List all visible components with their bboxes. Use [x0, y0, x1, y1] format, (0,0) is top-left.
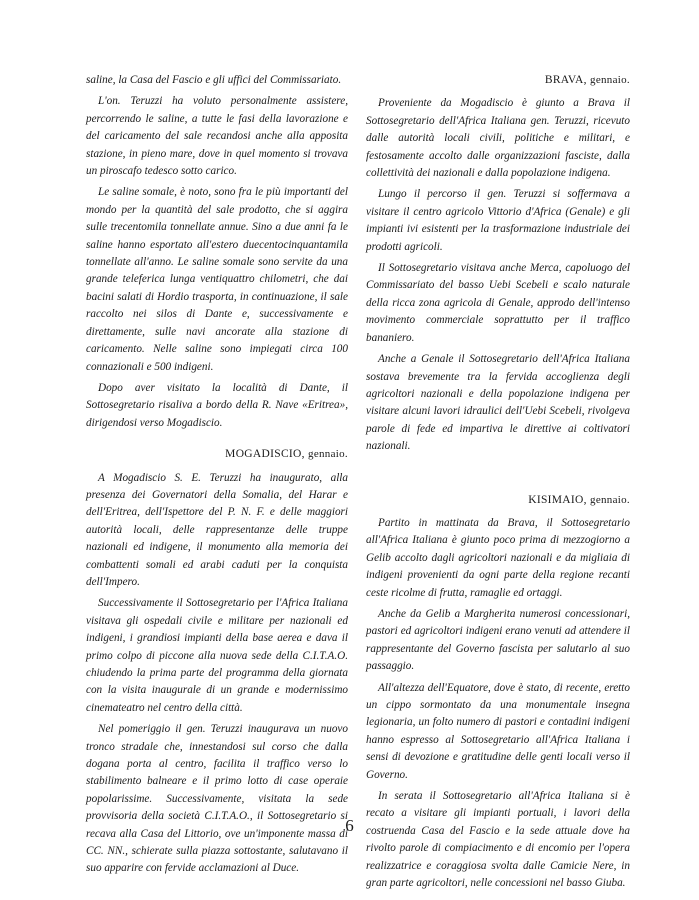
heading-month: gennaio. — [590, 74, 630, 86]
paragraph: All'altezza dell'Equatore, dove è stato, di recente, eretto un cippo sormontato da una monumentale insegna legionaria, un folto numero di pastori e contadini indigeni hanno espresso al Sottosegretario all'Africa Italiana i sensi di devozione e gratitudine delle genti locali verso il Governo. — [366, 681, 630, 781]
heading-place: MOGADISCIO, — [225, 448, 305, 461]
paragraph: Lungo il percorso il gen. Teruzzi si soffermava a visitare il centro agricolo Vittorio d'Africa (Genale) e gli impianti ivi esistenti per la trasformazione industriale dei prodotti agricoli. — [366, 188, 630, 253]
paragraph: L'on. Teruzzi ha voluto personalmente assistere, percorrendo le saline, a tutte le fasi della lavorazione e del caricamento del sale recandosi anche alla apposita stazione, in pieno mare, dove in quel momento si trovava un piroscafo tedesco sotto carico. — [86, 95, 348, 178]
section-heading-kisimaio — [366, 492, 630, 509]
paragraph: A Mogadiscio S. E. Teruzzi ha inaugurato, alla presenza dei Governatori della Somalia, del Harar e dell'Eritrea, dell'Ispettore del P. N. F. e delle maggiori autorità locali, delle rappresentanze delle truppe nazionali ed indigene, il monumento alla memoria dei combattenti somali ed arabi caduti per la conquista dell'Impero. — [86, 471, 348, 588]
section-heading-mogadiscio — [86, 446, 348, 463]
heading-month: gennaio. — [308, 448, 348, 461]
paragraph: Partito in mattinata da Brava, il Sottosegretario all'Africa Italiana è giunto poco prima di mezzogiorno a Gelib accolto dagli agricoltori nazionali e da migliaia di indigeni provenienti da ogni parte della regione recanti ceste ricolme di frutta, ramaglie ed ortaggi. — [366, 516, 630, 599]
paragraph: saline, la Casa del Fascio e gli uffici del Commissariato. — [86, 74, 342, 86]
paragraph: Anche da Gelib a Margherita numerosi concessionari, pastori ed agricoltori indigeni erano venuti ad attendere il rappresentante del Governo fascista per salutarlo al suo passaggio. — [366, 607, 630, 673]
left-column — [86, 72, 348, 882]
paragraph: Proveniente da Mogadiscio è giunto a Brava il Sottosegretario dell'Africa Italiana gen. Teruzzi, ricevuto dalle autorità locali civili, politiche e militari, e festosamente accolto dalle organizzazioni fasciste, dalla collettività dei nazionali e dalla popolazione indigena. — [366, 97, 630, 180]
paragraph: In serata il Sottosegretario all'Africa Italiana si è recato a visitare gli impianti portuali, i lavori della costruenda Casa del Fascio e la sede attuale dove ha rivolto parole di compiacimento e di encomio per l'opera realizzatrice e coraggiosa svolta dalle Camicie Nere, in gran parte agricoltori, nelle concessioni nel basso Giuba. — [366, 790, 630, 890]
heading-place: BRAVA, — [544, 74, 587, 86]
page-number: 6 — [345, 816, 354, 835]
section-heading-brava — [366, 72, 630, 89]
paragraph: Il Sottosegretario visitava anche Merca, capoluogo del Commissariato del basso Uebi Scebeli e scalo naturale della ricca zona agricola di Genale, approdo dell'intenso movimento commerciale soprattutto per il traffico bananiero. — [366, 262, 630, 344]
paragraph: Nel pomeriggio il gen. Teruzzi inaugurava un nuovo tronco stradale che, innestandosi sul corso che dalla dogana porta al centro, facilita il traffico verso lo stabilimento balneare e il primo lotto di case operaie popolarissime. Successivamente, visitata la sede provvisoria della società C.I.T.A.O., il Sottosegretario si recava alla Casa del Littorio, ove un'imponente massa di CC. NN., schierate sulla piazza sottostante, salutavano il suo apparire con fervide acclamazioni al Duce. — [86, 723, 348, 875]
paragraph: Dopo aver visitato la località di Dante, il Sottosegretario risaliva a bordo della R. Nave «Eritrea», dirigendosi verso Mogadiscio. — [86, 381, 348, 429]
heading-month: gennaio. — [590, 493, 630, 506]
paragraph: Anche a Genale il Sottosegretario dell'Africa Italiana sostava brevemente tra la fervida accoglienza degli agricoltori nazionali e della popolazione indigena per visitare alcuni lavori idraulici dell'Uebi Scebeli, rivolgeva parole di fede ed impartiva le direttive ai coltivatori nazionali. — [366, 353, 630, 453]
paragraph: Le saline somale, è noto, sono fra le più importanti del mondo per la quantità del sale prodotto, che si aggira sulle trecentomila tonnellate annue. Sino a due anni fa le saline hanno esportato all'estero duecentocinquantamila tonnellate all'anno. Le saline somale sono servite da una grande teleferica lunga ventiquattro chilometri, che dai bacini salati di Hordio trasporta, in continuazione, il sale raccolto nei silos di Dante e, successivamente e direttamente, sulle navi ancorate alla stazione di caricamento. Nelle saline sono impiegati circa 100 connazionali e 500 indigeni. — [86, 186, 348, 373]
heading-place: KISIMAIO, — [528, 493, 587, 506]
section-spacer — [366, 460, 630, 478]
paragraph: Successivamente il Sottosegretario per l'Africa Italiana visitava gli ospedali civile e militare per nazionali ed indigeni, i grandiosi impianti della base aerea e dava il primo colpo di piccone alla nuova sede della C.I.T.A.O. chiudendo la prima parte del programma della giornata con la visita inaugurale di un grande e modernissimo cinemateatro nel centro della città. — [86, 597, 348, 714]
right-column — [366, 72, 630, 896]
